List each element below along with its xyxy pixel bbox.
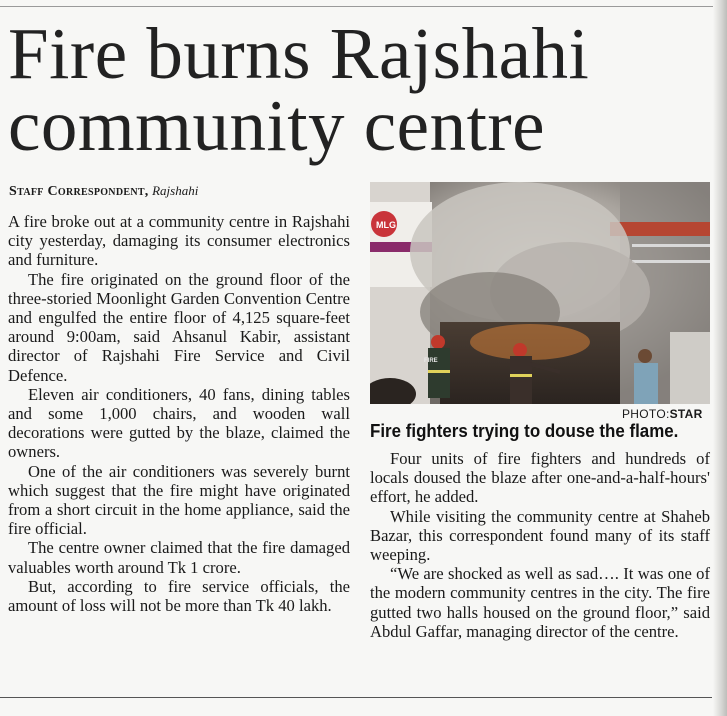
paragraph: Four units of fire fighters and hundreds of locals doused the blaze after one-and-a-half-hours' effort, he added. <box>370 449 710 507</box>
photo-credit-prefix: PHOTO: <box>622 407 670 421</box>
left-column <box>8 212 350 615</box>
right-column <box>370 449 710 641</box>
paragraph: The fire originated on the ground floor of the three-storied Moonlight Garden Convention Centre and engulfed the entire floor of 4,125 square-feet around 9:00am, said Ahsanul Kabir, assistant director of Rajshahi Fire Service and Civil Defence. <box>8 269 350 385</box>
byline-location: Rajshahi <box>152 183 199 198</box>
page-edge-shadow <box>713 0 727 716</box>
paragraph: “We are shocked as well as sad…. It was one of the modern community centres in the city. The fire gutted two halls housed on the ground floor,” said Abdul Gaffar, managing director of the centre. <box>370 564 710 641</box>
headline <box>8 13 708 166</box>
firefighter-jacket-label: FIRE <box>424 358 438 364</box>
fire-scene-illustration <box>370 182 710 404</box>
headline-line-1: Fire burns Rajshahi <box>8 13 590 94</box>
paragraph: A fire broke out at a community centre in Rajshahi city yesterday, damaging its consumer electronics and furniture. <box>8 212 350 270</box>
photo-credit-source: STAR <box>669 407 703 421</box>
bottom-rule <box>0 697 712 698</box>
paragraph: One of the air conditioners was severely burnt which suggest that the fire might have originated from a short circuit in the home appliance, said the fire official. <box>8 461 350 539</box>
byline-author: Staff Correspondent, <box>9 184 149 199</box>
photo-credit <box>622 407 703 421</box>
top-rule <box>0 6 727 7</box>
photo-caption: Fire fighters trying to douse the flame. <box>370 421 679 441</box>
paragraph: Eleven air conditioners, 40 fans, dining tables and some 1,000 chairs, and wooden wall decorations were gutted by the blaze, claimed the owners. <box>8 384 350 462</box>
paragraph: While visiting the community centre at Shaheb Bazar, this correspondent found many of its staff weeping. <box>370 506 710 565</box>
news-photo <box>370 182 710 404</box>
paragraph: The centre owner claimed that the fire damaged valuables worth around Tk 1 crore. <box>8 538 350 577</box>
paragraph: But, according to fire service officials, the amount of loss will not be more than Tk 40 lakh. <box>8 576 350 616</box>
headline-line-2: community centre <box>8 85 546 166</box>
sign-text: MLG <box>376 220 396 230</box>
byline <box>9 183 198 200</box>
